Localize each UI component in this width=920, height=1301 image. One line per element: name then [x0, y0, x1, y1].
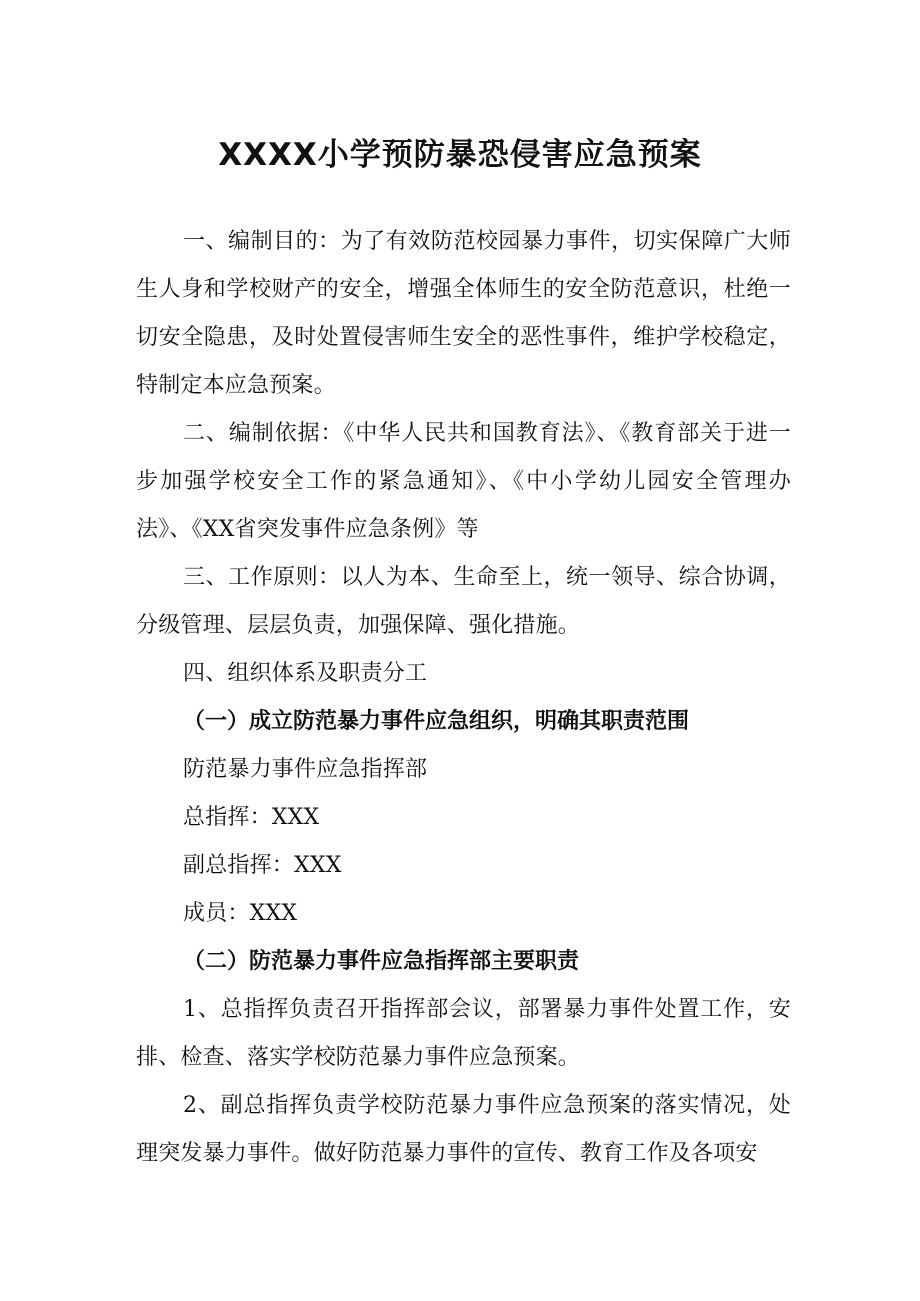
basis-paragraph: 二、编制依据：《中华人民共和国教育法》、《教育部关于进一步加强学校安全工作的紧急通知》、《中小学幼儿园安全管理办法》、《XX省突发事件应急条例》等 [136, 421, 791, 542]
chief-commander-line: 总指挥：XXX [183, 805, 320, 830]
members-line: 成员：XXX [183, 901, 298, 926]
purpose-paragraph: 一、编制目的：为了有效防范校园暴力事件，切实保障广大师生人身和学校财产的安全，增强全体师生的安全防范意识，杜绝一切安全隐患，及时处置侵害师生安全的恶性事件，维护学校稳定，特制定本应急预案。 [136, 229, 791, 398]
duty-paragraph-2: 2、副总指挥负责学校防范暴力事件应急预案的落实情况，处理突发暴力事件。做好防范暴力事件的宣传、教育工作及各项安 [136, 1093, 791, 1166]
document-title: XXXX小学预防暴恐侵害应急预案 [218, 136, 702, 173]
deputy-commander-line: 副总指挥：XXX [183, 853, 342, 878]
principles-paragraph: 三、工作原则：以人为本、生命至上，统一领导、综合协调，分级管理、层层负责，加强保障、强化措施。 [136, 565, 791, 638]
subsection-heading-2: （二）防范暴力事件应急指挥部主要职责 [183, 949, 580, 974]
subsection-heading-1: （一）成立防范暴力事件应急组织，明确其职责范围 [183, 709, 690, 734]
document-body [136, 218, 791, 1178]
duty-paragraph-1: 1、总指挥负责召开指挥部会议，部署暴力事件处置工作，安排、检查、落实学校防范暴力事件应急预案。 [136, 997, 791, 1070]
command-center-name: 防范暴力事件应急指挥部 [183, 757, 428, 782]
organization-section-title: 四、组织体系及职责分工 [183, 661, 428, 686]
